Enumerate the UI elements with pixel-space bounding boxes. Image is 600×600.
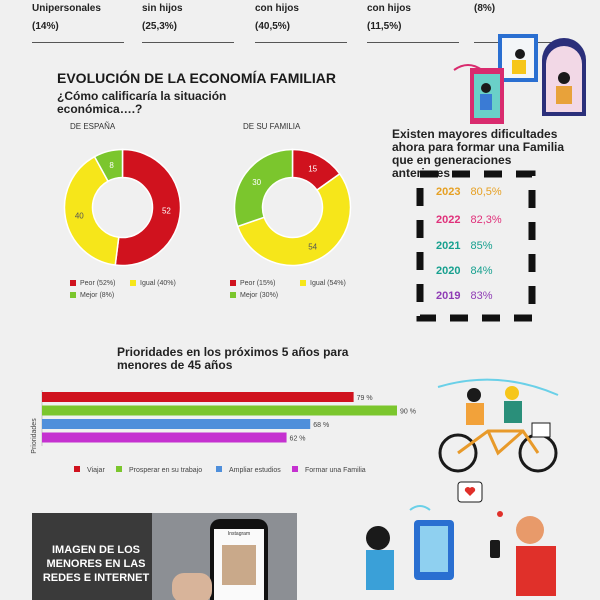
year-label: 2020 [436, 265, 461, 277]
donut-value-label: 52 [161, 206, 171, 216]
legend-label: Igual (54%) [310, 280, 346, 287]
legend-swatch [70, 280, 76, 286]
bar-value-label: 79 % [356, 395, 373, 402]
person-illustration [516, 546, 556, 596]
divider [142, 42, 234, 43]
legend-peor-familia [230, 280, 275, 287]
bar-value-label: 68 % [313, 422, 330, 429]
phone-icon [490, 540, 500, 558]
year-pct: 82,3% [470, 214, 502, 226]
phone-app-name: Instagram [227, 531, 251, 537]
difficulty-row-2019 [436, 290, 493, 302]
legend-swatch [130, 280, 136, 286]
bicycle-illustration [428, 375, 568, 480]
legend-swatch [116, 466, 122, 472]
social-media-banner[interactable] [32, 513, 297, 600]
year-label: 2021 [436, 240, 461, 252]
bar-1 [42, 406, 397, 416]
legend-swatch [216, 466, 222, 472]
phone-photo [222, 545, 256, 585]
donut-value-label: 8 [109, 160, 114, 170]
legend-mejor-familia [230, 292, 278, 299]
bar-2 [42, 419, 310, 429]
decor-stroke [438, 380, 558, 395]
question: ¿Cómo calificaría la situación económica….? [57, 89, 227, 116]
legend-label: Viajar [87, 467, 105, 474]
donut-chart-familia [230, 145, 355, 270]
difficulty-row-2020 [436, 265, 493, 277]
divider [32, 42, 124, 43]
bar-3 [42, 433, 287, 443]
person-illustration [466, 403, 484, 425]
person-illustration [512, 60, 526, 74]
top-cell-1 [32, 0, 101, 36]
difficulty-row-2023 [436, 186, 502, 198]
top-cell-pct: (11,5%) [367, 21, 402, 32]
legend-swatch [300, 280, 306, 286]
legend-label: Mejor (8%) [80, 292, 115, 299]
top-cell-label: con hijos [367, 3, 411, 14]
bar-0 [42, 392, 354, 402]
donut-value-label: 30 [252, 177, 262, 187]
top-cell-4 [367, 0, 411, 36]
year-pct: 85% [470, 240, 493, 252]
legend-mejor-espana [70, 292, 114, 299]
top-cell-pct: (25,3%) [142, 21, 178, 32]
donut-slice-mejor [235, 150, 293, 227]
person-illustration [556, 86, 572, 104]
donut-value-label: 54 [308, 242, 318, 252]
banner-text: IMAGEN DE LOS MENORES EN LAS REDES E INTERNET [42, 544, 150, 584]
legend-swatch [230, 280, 236, 286]
donut-title-familia: DE SU FAMILIA [243, 122, 301, 131]
y-axis-label: Prioridades [31, 418, 38, 454]
top-cell-label: Unipersonales [32, 3, 101, 14]
phone-screen [214, 529, 264, 600]
family-windows-illustration [450, 30, 590, 130]
top-cell-label: sin hijos [142, 3, 183, 14]
legend-peor-espana [70, 280, 115, 287]
legend-label: Igual (40%) [140, 280, 176, 287]
difficulties-title: Existen mayores dificultades ahora para formar una Familia que en generaciones anteriores [392, 127, 565, 180]
legend-swatch [292, 466, 298, 472]
legend-label: Formar una Familia [305, 467, 366, 474]
top-cell-3 [255, 0, 299, 36]
legend-igual-familia [300, 280, 346, 287]
year-pct: 83% [470, 290, 493, 302]
bar-value-label: 62 % [289, 435, 306, 443]
year-pct: 84% [470, 265, 493, 277]
person-illustration [366, 550, 394, 590]
year-pct: 80,5% [470, 186, 502, 198]
top-cell-5 [474, 0, 495, 18]
person-illustration [516, 516, 544, 544]
person-illustration [467, 388, 481, 402]
person-illustration [481, 83, 491, 93]
year-label: 2019 [436, 290, 461, 302]
difficulty-row-2021 [436, 240, 493, 252]
legend-swatch [74, 466, 80, 472]
person-illustration [480, 94, 492, 110]
like-dot [497, 511, 503, 517]
top-cell-pct: (14%) [32, 21, 59, 32]
priorities-bar-chart [28, 388, 428, 483]
top-cell-pct: (40,5%) [255, 21, 291, 32]
donut-chart-espana [60, 145, 185, 270]
phone-icon [210, 519, 268, 600]
donut-value-label: 15 [308, 164, 318, 174]
top-cell-label: con hijos [255, 3, 299, 14]
legend-label: Mejor (30%) [240, 292, 279, 299]
year-label: 2022 [436, 214, 461, 226]
legend-swatch [230, 292, 236, 298]
top-cell-pct: (8%) [474, 3, 496, 14]
legend-swatch [70, 292, 76, 298]
decor-stroke [410, 506, 430, 510]
legend-label: Ampliar estudios [229, 467, 281, 474]
priorities-title: Prioridades en los próximos 5 años para menores de 45 años [117, 345, 349, 372]
legend-igual-espana [130, 280, 176, 287]
person-illustration [366, 526, 390, 550]
donut-title-espana: DE ESPAÑA [70, 122, 116, 131]
device-screen [420, 526, 448, 572]
hand-illustration [172, 573, 212, 600]
difficulty-row-2022 [436, 214, 502, 226]
legend-label: Prosperar en su trabajo [129, 467, 203, 474]
legend-label: Peor (15%) [240, 280, 276, 287]
basket-icon [532, 423, 550, 437]
person-illustration [515, 49, 525, 59]
person-illustration [505, 386, 519, 400]
bike-frame [458, 431, 538, 453]
legend-label: Peor (52%) [80, 280, 116, 287]
person-illustration [504, 401, 522, 423]
year-label: 2023 [436, 186, 461, 198]
person-illustration [558, 72, 570, 84]
bar-value-label: 90 % [400, 408, 416, 416]
top-cell-2 [142, 0, 183, 36]
divider [367, 42, 459, 43]
section-title: EVOLUCIÓN DE LA ECONOMÍA FAMILIAR [57, 70, 336, 86]
divider [255, 42, 347, 43]
social-network-illustration [350, 480, 580, 600]
donut-value-label: 40 [74, 211, 84, 221]
